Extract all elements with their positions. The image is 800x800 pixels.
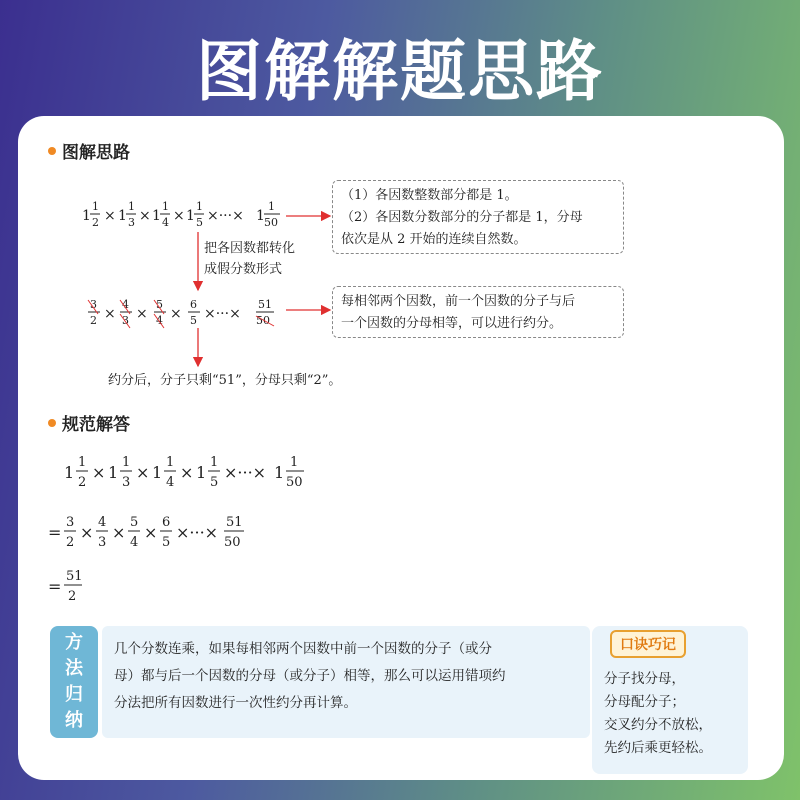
numerator: 6 (162, 515, 171, 530)
times-sign: × (136, 463, 150, 482)
numerator: 4 (122, 298, 129, 311)
numerator: 1 (122, 455, 131, 470)
whole-1: 1 (108, 463, 119, 482)
equals-sign: = (48, 523, 62, 542)
expression-mixed (82, 200, 280, 229)
ellipsis: ×···× (176, 523, 219, 542)
mnemonic-line: 分子找分母， (604, 671, 685, 687)
numerator: 1 (78, 455, 87, 470)
denominator: 5 (190, 314, 197, 327)
whole-1: 1 (118, 208, 127, 224)
note-line: （1）各因数整数部分都是 1。 (341, 188, 518, 203)
section-heading-diagram (48, 138, 130, 163)
note-integer-parts (332, 180, 624, 254)
method-line: 母）都与后一个因数的分母（或分子）相等，那么可以运用错项约 (114, 668, 506, 684)
numerator: 1 (162, 200, 169, 213)
note-adjacent-factors (332, 286, 624, 338)
method-badge (50, 626, 98, 738)
times-sign: × (80, 523, 94, 542)
denominator: 50 (264, 216, 278, 229)
bullet-dot-icon (48, 419, 56, 427)
whole-1: 1 (64, 463, 75, 482)
times-sign: × (144, 523, 158, 542)
badge-char: 纳 (65, 710, 83, 731)
equals-sign: = (48, 577, 62, 596)
mnemonic-line: 分母配分子； (604, 694, 685, 710)
note-line: （2）各因数分数部分的分子都是 1，分母 (341, 210, 583, 225)
numerator: 4 (98, 515, 107, 530)
whole-1: 1 (186, 208, 195, 224)
numerator: 1 (290, 455, 299, 470)
ellipsis: ×···× (204, 306, 241, 322)
whole-1: 1 (256, 208, 265, 224)
mnemonic-title: 口诀巧记 (610, 630, 686, 658)
denominator: 2 (68, 589, 77, 604)
bullet-dot-icon (48, 147, 56, 155)
note-line: 依次是从 2 开始的连续自然数。 (341, 232, 527, 247)
times-sign: × (139, 208, 151, 224)
times-sign: × (173, 208, 185, 224)
numerator: 5 (130, 515, 139, 530)
whole-1: 1 (196, 463, 207, 482)
section-title: 规范解答 (62, 415, 130, 435)
numerator: 51 (66, 569, 83, 584)
method-line: 几个分数连乘，如果每相邻两个因数中前一个因数的分子（或分 (114, 641, 492, 657)
ellipsis: ×···× (224, 463, 267, 482)
whole-1: 1 (152, 463, 163, 482)
whole-1: 1 (274, 463, 285, 482)
badge-char: 方 (65, 632, 83, 653)
note-line: 每相邻两个因数，前一个因数的分子与后 (341, 294, 576, 309)
numerator: 1 (128, 200, 135, 213)
times-sign: × (104, 306, 116, 322)
result-text: 约分后，分子只剩“51”，分母只剩“2”。 (108, 373, 342, 388)
whole-1: 1 (82, 208, 91, 224)
mnemonic-line: 交叉约分不放松， (604, 717, 712, 733)
numerator: 1 (166, 455, 175, 470)
denominator: 3 (122, 314, 129, 327)
denominator: 3 (128, 216, 135, 229)
section-title: 图解思路 (62, 143, 130, 163)
times-sign: × (136, 306, 148, 322)
denominator: 5 (162, 535, 171, 550)
denominator: 2 (90, 314, 97, 327)
denominator: 3 (122, 475, 131, 490)
method-summary (102, 626, 590, 738)
times-sign: × (92, 463, 106, 482)
numerator: 6 (190, 298, 197, 311)
section-heading-answer (48, 410, 130, 435)
mnemonic-box (592, 626, 748, 774)
denominator: 5 (196, 216, 203, 229)
numerator: 3 (90, 298, 97, 311)
denominator: 2 (92, 216, 99, 229)
numerator: 1 (268, 200, 275, 213)
numerator: 51 (258, 298, 272, 311)
times-sign: × (180, 463, 194, 482)
numerator: 3 (66, 515, 75, 530)
denominator: 5 (210, 475, 219, 490)
arrow-label-line: 成假分数形式 (204, 262, 283, 277)
content-card (18, 116, 784, 780)
denominator: 3 (98, 535, 107, 550)
denominator: 4 (156, 314, 163, 327)
numerator: 1 (196, 200, 203, 213)
denominator: 2 (66, 535, 75, 550)
numerator: 1 (92, 200, 99, 213)
denominator: 50 (224, 535, 241, 550)
denominator: 4 (130, 535, 139, 550)
numerator: 1 (210, 455, 219, 470)
denominator: 2 (78, 475, 87, 490)
denominator: 50 (286, 475, 303, 490)
arrow-label-line: 把各因数都转化 (204, 241, 296, 256)
denominator: 4 (162, 216, 169, 229)
denominator: 4 (166, 475, 175, 490)
badge-char: 法 (65, 658, 83, 679)
times-sign: × (104, 208, 116, 224)
whole-1: 1 (152, 208, 161, 224)
times-sign: × (112, 523, 126, 542)
answer-svg (18, 442, 784, 622)
numerator: 5 (156, 298, 163, 311)
numerator: 51 (226, 515, 243, 530)
denominator: 50 (256, 314, 270, 327)
note-line: 一个因数的分母相等，可以进行约分。 (341, 316, 563, 331)
times-sign: × (170, 306, 182, 322)
arrow-label (204, 238, 295, 280)
banner-title: 图解解题思路 (196, 33, 604, 110)
expression-improper (88, 298, 274, 328)
badge-char: 归 (65, 684, 83, 705)
mnemonic-lines (604, 668, 712, 760)
method-line: 分法把所有因数进行一次性约分再计算。 (114, 695, 357, 711)
mnemonic-line: 先约后乘更轻松。 (604, 740, 712, 756)
ellipsis: ×···× (207, 208, 244, 224)
